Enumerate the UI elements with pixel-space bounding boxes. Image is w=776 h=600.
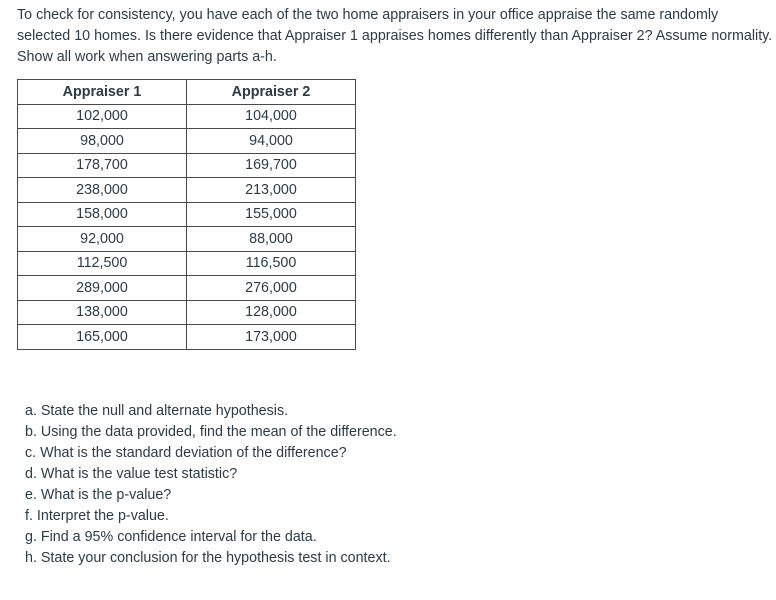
- appraiser-2-value: 94,000: [187, 129, 356, 154]
- appraiser-2-value: 276,000: [187, 276, 356, 301]
- problem-statement: To check for consistency, you have each of the two home appraisers in your office appraise the same randomly selected 10 homes. Is there evidence that Appraiser 1 appraises homes differently than Appraiser 2? Assume normality. Show all work when answering parts a-h.: [17, 7, 773, 65]
- appraisal-table: [17, 79, 356, 350]
- appraiser-2-value: 213,000: [187, 178, 356, 203]
- question-item: a. State the null and alternate hypothesis.: [25, 403, 289, 419]
- appraiser-1-value: 92,000: [18, 227, 187, 252]
- appraiser-2-value: 116,500: [187, 251, 356, 276]
- appraiser-1-value: 158,000: [18, 202, 187, 227]
- appraiser-2-value: 169,700: [187, 153, 356, 178]
- table-row: [18, 104, 356, 129]
- table-row: [18, 129, 356, 154]
- question-item: e. What is the p-value?: [25, 487, 172, 503]
- appraiser-1-value: 138,000: [18, 300, 187, 325]
- question-item: h. State your conclusion for the hypothesis test in context.: [25, 550, 391, 566]
- question-item: f. Interpret the p-value.: [25, 508, 169, 524]
- question-list: [25, 401, 397, 569]
- table-row: [18, 227, 356, 252]
- question-item: c. What is the standard deviation of the difference?: [25, 445, 347, 461]
- appraiser-2-value: 128,000: [187, 300, 356, 325]
- appraiser-1-value: 112,500: [18, 251, 187, 276]
- appraiser-2-value: 155,000: [187, 202, 356, 227]
- appraiser-2-value: 173,000: [187, 325, 356, 350]
- question-item: d. What is the value test statistic?: [25, 466, 238, 482]
- appraiser-1-value: 98,000: [18, 129, 187, 154]
- appraiser-2-value: 104,000: [187, 104, 356, 129]
- question-item: g. Find a 95% confidence interval for the data.: [25, 529, 317, 545]
- table-row: [18, 300, 356, 325]
- table-row: [18, 153, 356, 178]
- appraiser-2-value: 88,000: [187, 227, 356, 252]
- appraiser-1-value: 238,000: [18, 178, 187, 203]
- column-header-appraiser-1: Appraiser 1: [18, 80, 187, 105]
- appraiser-1-value: 289,000: [18, 276, 187, 301]
- table-row: [18, 276, 356, 301]
- table-row: [18, 202, 356, 227]
- table-header-row: [18, 80, 356, 105]
- appraiser-1-value: 178,700: [18, 153, 187, 178]
- appraiser-1-value: 102,000: [18, 104, 187, 129]
- table-row: [18, 325, 356, 350]
- table-row: [18, 251, 356, 276]
- table-row: [18, 178, 356, 203]
- appraiser-1-value: 165,000: [18, 325, 187, 350]
- column-header-appraiser-2: Appraiser 2: [187, 80, 356, 105]
- question-item: b. Using the data provided, find the mean of the difference.: [25, 424, 397, 440]
